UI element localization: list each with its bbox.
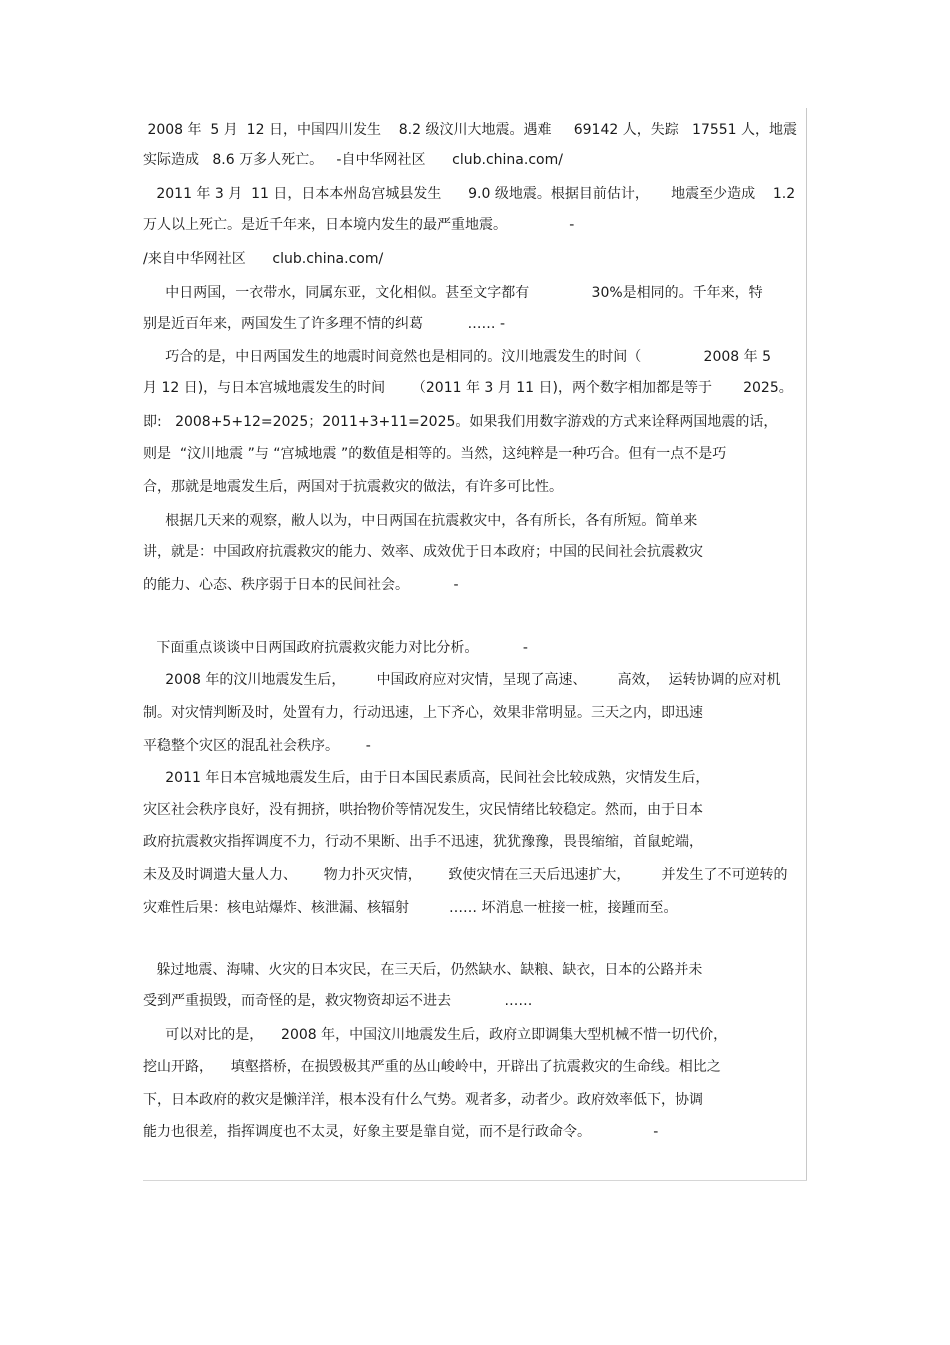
text-line: 灾区社会秩序良好，没有拥挤，哄抬物价等情况发生，灾民情绪比较稳定。然而，由于日本 (143, 802, 703, 818)
text-line: 未及及时调遣大量人力、 物力扑灭灾情， 致使灾情在三天后迅速扩大， 并发生了不可逆转的 (143, 867, 788, 883)
text-line: 2008 年 5 月 12 日，中国四川发生 8.2 级汶川大地震。遇难 69142 人，失踪 17551 人，地震 (143, 122, 798, 138)
text-line: 制。对灾情判断及时，处置有力，行动迅速，上下齐心，效果非常明显。三天之内，即迅速 (143, 705, 703, 721)
text-line: 中日两国，一衣带水，同属东亚，文化相似。甚至文字都有 30%是相同的。千年来，特 (143, 285, 763, 301)
page-frame-right (806, 108, 807, 1180)
text-line: 巧合的是，中日两国发生的地震时间竟然也是相同的。汶川地震发生的时间（ 2008 年 5 (143, 349, 771, 365)
text-line: 受到严重损毁，而奇怪的是，救灾物资却运不进去 …… (143, 993, 533, 1009)
text-line: 挖山开路， 填壑搭桥，在损毁极其严重的丛山峻岭中，开辟出了抗震救灾的生命线。相比之 (143, 1059, 721, 1075)
text-line: 下，日本政府的救灾是懒洋洋，根本没有什么气势。观者多，动者少。政府效率低下，协调 (143, 1092, 703, 1108)
text-line: 能力也很差，指挥调度也不太灵，好象主要是靠自觉，而不是行政命令。 - (143, 1124, 659, 1140)
text-line: 别是近百年来，两国发生了许多理不情的纠葛 …… - (143, 316, 506, 332)
text-line: 月 12 日)，与日本宫城地震发生的时间 （2011 年 3 月 11 日)，两个数字相加都是等于 2025。 (143, 380, 793, 396)
text-line: 2011 年日本宫城地震发生后，由于日本国民素质高，民间社会比较成熟，灾情发生后， (143, 770, 710, 786)
text-line: 政府抗震救灾指挥调度不力，行动不果断、出手不迅速，犹犹豫豫，畏畏缩缩，首鼠蛇端， (143, 834, 703, 850)
text-line: 躲过地震、海啸、火灾的日本灾民，在三天后，仍然缺水、缺粮、缺衣，日本的公路并未 (143, 962, 703, 978)
text-line: 灾难性后果：核电站爆炸、核泄漏、核辐射 …… 坏消息一桩接一桩，接踵而至。 (143, 900, 678, 916)
text-line: 根据几天来的观察，敝人以为，中日两国在抗震救灾中，各有所长，各有所短。简单来 (143, 513, 698, 529)
text-line: 平稳整个灾区的混乱社会秩序。 - (143, 738, 371, 754)
page-frame-bottom (143, 1180, 807, 1181)
text-line: 万人以上死亡。是近千年来，日本境内发生的最严重地震。 - (143, 217, 575, 233)
text-line: 下面重点谈谈中日两国政府抗震救灾能力对比分析。 - (143, 640, 528, 656)
text-line: 的能力、心态、秩序弱于日本的民间社会。 - (143, 577, 459, 593)
text-line: 可以对比的是， 2008 年，中国汶川地震发生后，政府立即调集大型机械不惜一切代价， (143, 1027, 728, 1043)
text-line: /来自中华网社区 club.china.com/ (143, 251, 384, 267)
text-line: 则是 “汶川地震 ”与 “宫城地震 ”的数值是相等的。当然，这纯粹是一种巧合。但有一点不是巧 (143, 446, 727, 462)
text-line: 即: 2008+5+12=2025；2011+3+11=2025。如果我们用数字游戏的方式来诠释两国地震的话， (143, 414, 778, 430)
text-line: 2011 年 3 月 11 日，日本本州岛宫城县发生 9.0 级地震。根据目前估计， 地震至少造成 1.2 (143, 186, 796, 202)
text-line: 2008 年的汶川地震发生后， 中国政府应对灾情，呈现了高速、 高效， 运转协调的应对机 (143, 672, 781, 688)
text-line: 合，那就是地震发生后，两国对于抗震救灾的做法，有许多可比性。 (143, 479, 563, 495)
text-line: 实际造成 8.6 万多人死亡。 -自中华网社区 club.china.com/ (143, 152, 563, 168)
text-line: 讲，就是：中国政府抗震救灾的能力、效率、成效优于日本政府；中国的民间社会抗震救灾 (143, 544, 703, 560)
